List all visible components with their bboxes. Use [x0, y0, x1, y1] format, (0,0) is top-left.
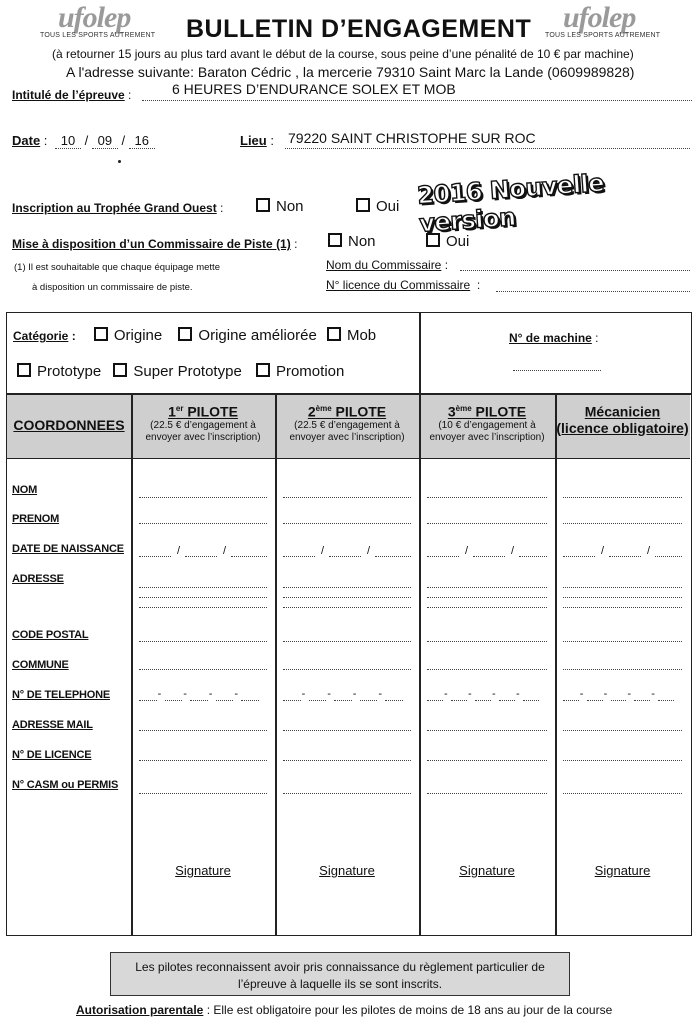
telephone-segment[interactable]: [190, 700, 208, 701]
acknowledgement-line-2: l’épreuve à laquelle ils se sont inscrits.: [237, 977, 443, 991]
birth-day-field[interactable]: [427, 556, 459, 557]
lieu-label: Lieu: [240, 133, 267, 148]
telephone-segment[interactable]: [283, 700, 301, 701]
birth-day-field[interactable]: [563, 556, 595, 557]
commissaire-name-label: Nom du Commissaire: [326, 258, 442, 272]
category-origine-amelioree[interactable]: [178, 327, 316, 344]
trophy-row: Inscription au Trophée Grand Ouest :: [12, 201, 224, 215]
column-title-sup: er: [175, 404, 184, 413]
mail-field[interactable]: [563, 730, 682, 731]
lieu-value: 79220 SAINT CHRISTOPHE SUR ROC: [288, 130, 536, 146]
commissaire-licence-label: N° licence du Commissaire: [326, 278, 471, 292]
page-title: BULLETIN D’ENGAGEMENT: [186, 15, 532, 43]
date-row: Date : 10 / 09 / 16: [12, 133, 155, 149]
separator: -: [301, 688, 306, 700]
commissaire-note-1: (1) Il est souhaitable que chaque équipage mette: [14, 262, 220, 273]
adresse-field-2[interactable]: [139, 597, 267, 598]
prenom-field[interactable]: [563, 523, 682, 524]
birth-year-field[interactable]: [655, 556, 682, 557]
category-prototype[interactable]: [17, 363, 101, 380]
lieu-dotted-line: [285, 148, 690, 149]
casm-field[interactable]: [563, 793, 682, 794]
code-postal-field[interactable]: [563, 641, 682, 642]
birth-month-field[interactable]: [609, 556, 641, 557]
code-postal-field[interactable]: [427, 641, 547, 642]
separator: -: [234, 688, 239, 700]
logo-right: [545, 1, 665, 39]
date-month: 09: [92, 133, 118, 149]
coordonnees-header: COORDONNEES: [13, 417, 125, 433]
machine-number-row: N° de machine :: [509, 331, 599, 345]
column-subtitle-1: (22.5 € d’engagement à: [294, 419, 400, 431]
telephone-segment[interactable]: [241, 700, 259, 701]
adresse-field-3[interactable]: [139, 607, 267, 608]
adresse-field-3[interactable]: [563, 607, 682, 608]
adresse-field-1[interactable]: [139, 587, 267, 588]
commissaire-row: Mise à disposition d’un Commissaire de Piste (1) :: [12, 237, 298, 251]
category-label: Catégorie: [13, 329, 69, 343]
telephone-segment[interactable]: [427, 700, 443, 701]
telephone-segment[interactable]: [587, 700, 603, 701]
licence-field[interactable]: [283, 760, 411, 761]
separator: /: [321, 545, 325, 557]
return-instructions: (à retourner 15 jours au plus tard avant le début de la course, sous peine d’une pénalité de 10 € par machine): [52, 47, 634, 61]
logo-left-subtitle: TOUS LES SPORTS AUTREMENT: [40, 32, 156, 39]
commissaire-non-checkbox[interactable]: [328, 233, 342, 247]
commissaire-oui-checkbox[interactable]: [426, 233, 440, 247]
adresse-field-3[interactable]: [283, 607, 411, 608]
category-promotion[interactable]: [256, 363, 344, 380]
category-origine-checkbox[interactable]: [94, 327, 108, 341]
row-label: N° DE TELEPHONE: [12, 689, 110, 701]
row-label: ADRESSE MAIL: [12, 719, 93, 731]
commune-field[interactable]: [427, 669, 547, 670]
signature-field[interactable]: Signature: [459, 863, 515, 878]
separator: /: [177, 545, 181, 557]
column-title: [555, 401, 690, 420]
separator: -: [444, 688, 448, 700]
date-day: 10: [55, 133, 81, 149]
commune-field[interactable]: [563, 669, 682, 670]
separator: -: [327, 688, 331, 700]
separator: -: [468, 688, 472, 700]
category-mob-label: Mob: [346, 327, 377, 344]
category-divider: [419, 313, 421, 393]
separator: -: [208, 688, 213, 700]
row-label: N° DE LICENCE: [12, 749, 92, 761]
commissaire-label: Mise à disposition d’un Commissaire de Piste (1): [12, 237, 291, 251]
adresse-field-3[interactable]: [427, 607, 547, 608]
adresse-field-2[interactable]: [283, 597, 411, 598]
column-header-1: [131, 401, 275, 444]
column-title-base: Mécanicien: [584, 403, 661, 420]
col-divider-4: [555, 395, 557, 935]
category-row-1: Catégorie : Origine Origine améliorée Mob: [13, 327, 377, 344]
logo-left: [40, 1, 160, 39]
telephone-segment[interactable]: [658, 700, 674, 701]
category-prototype-label: Prototype: [37, 363, 102, 380]
column-subtitle-1: (licence obligatoire): [556, 419, 689, 436]
category-origine-amelioree-checkbox[interactable]: [178, 327, 192, 341]
date-label: Date: [12, 133, 41, 148]
casm-field[interactable]: [283, 793, 411, 794]
commune-field[interactable]: [139, 669, 267, 670]
column-title-rest: PILOTE: [183, 403, 238, 420]
separator: -: [352, 688, 357, 700]
row-label: PRENOM: [12, 513, 60, 525]
telephone-segment[interactable]: [216, 700, 234, 701]
commissaire-oui-label: Oui: [446, 233, 470, 250]
separator: -: [579, 688, 584, 700]
col-divider-3: [419, 395, 421, 935]
category-origine-label: Origine: [113, 327, 163, 344]
separator: /: [223, 545, 227, 557]
telephone-segment[interactable]: [499, 700, 515, 701]
telephone-segment[interactable]: [563, 700, 579, 701]
trophy-oui-option[interactable]: [356, 198, 399, 215]
column-title: [131, 401, 275, 420]
new-version-stamp: 2016 Nouvelle version: [416, 168, 605, 238]
trophy-non-option[interactable]: [256, 198, 304, 215]
commissaire-non-option[interactable]: [328, 233, 376, 250]
mail-field[interactable]: [283, 730, 411, 731]
separator: -: [603, 688, 608, 700]
prenom-field[interactable]: [427, 523, 547, 524]
adresse-field-1[interactable]: [563, 587, 682, 588]
logo-left-text: ufolep: [58, 1, 131, 34]
parental-authorization: [76, 1003, 612, 1017]
separator: -: [378, 688, 383, 700]
category-super-prototype[interactable]: [113, 363, 241, 380]
acknowledgement-line-1: Les pilotes reconnaissent avoir pris connaissance du règlement particulier de: [135, 960, 545, 974]
trophy-oui-checkbox[interactable]: [356, 198, 370, 212]
parental-authorization-label: Autorisation parentale: [76, 1003, 204, 1017]
separator: /: [647, 545, 651, 557]
column-title-sup: ème: [455, 404, 472, 413]
date-year: 16: [129, 133, 155, 149]
separator: /: [601, 545, 605, 557]
column-subtitle-1: (22.5 € d’engagement à: [150, 419, 256, 431]
column-title-rest: PILOTE: [331, 403, 387, 420]
mail-field[interactable]: [139, 730, 267, 731]
col-divider-1: [131, 395, 133, 935]
event-title-value: 6 HEURES D’ENDURANCE SOLEX ET MOB: [172, 81, 456, 97]
address-line: A l'adresse suivante: Baraton Cédric , la mercerie 79310 Saint Marc la Lande (0609989828): [66, 64, 635, 80]
participants-table: [6, 394, 692, 936]
separator: -: [651, 688, 655, 700]
category-origine-amelioree-label: Origine améliorée: [198, 327, 317, 344]
nom-field[interactable]: [139, 497, 267, 498]
row-label: DATE DE NAISSANCE: [12, 543, 124, 555]
separator: -: [157, 688, 162, 700]
separator: /: [367, 545, 371, 557]
commissaire-licence-field[interactable]: [496, 291, 690, 292]
birth-month-field[interactable]: [185, 556, 217, 557]
category-super-prototype-checkbox[interactable]: [113, 363, 127, 377]
col-divider-2: [275, 395, 277, 935]
logo-right-text: ufolep: [563, 1, 636, 34]
category-mob-checkbox[interactable]: [327, 327, 341, 341]
row-label: NOM: [12, 484, 38, 496]
licence-field[interactable]: [427, 760, 547, 761]
telephone-segment[interactable]: [165, 700, 183, 701]
row-label: CODE POSTAL: [12, 629, 89, 641]
prenom-field[interactable]: [139, 523, 267, 524]
commissaire-non-label: Non: [348, 233, 376, 250]
machine-number-field[interactable]: [513, 370, 601, 371]
category-section: [6, 312, 692, 394]
lieu-row: Lieu :: [240, 133, 274, 148]
separator: /: [511, 545, 515, 557]
telephone-segment[interactable]: [334, 700, 352, 701]
licence-field[interactable]: [139, 760, 267, 761]
trophy-oui-label: Oui: [376, 198, 400, 215]
column-header-4: [555, 401, 690, 436]
category-mob[interactable]: [327, 327, 376, 344]
commissaire-name-field[interactable]: [460, 270, 690, 271]
trophy-non-checkbox[interactable]: [256, 198, 270, 212]
column-title-base: 3: [447, 403, 456, 420]
birth-year-field[interactable]: [231, 556, 267, 557]
birth-year-field[interactable]: [375, 556, 411, 557]
telephone-segment[interactable]: [360, 700, 378, 701]
casm-field[interactable]: [427, 793, 547, 794]
parental-authorization-text: : Elle est obligatoire pour les pilotes de moins de 18 ans au jour de la course: [203, 1003, 613, 1017]
commissaire-oui-option[interactable]: [426, 233, 469, 250]
column-header-3: [419, 401, 555, 444]
category-row-2: [17, 363, 344, 380]
column-header-2: [275, 401, 419, 444]
column-title-base: 2: [307, 403, 316, 420]
commune-field[interactable]: [283, 669, 411, 670]
trophy-label: Inscription au Trophée Grand Ouest: [12, 201, 217, 215]
signature-field[interactable]: Signature: [175, 863, 231, 878]
adresse-field-1[interactable]: [283, 587, 411, 588]
telephone-segment[interactable]: [385, 700, 403, 701]
nom-field[interactable]: [427, 497, 547, 498]
telephone-segment[interactable]: [611, 700, 627, 701]
separator: -: [516, 688, 520, 700]
machine-number-label: N° de machine: [509, 331, 592, 345]
code-postal-field[interactable]: [139, 641, 267, 642]
row-label: ADRESSE: [12, 573, 64, 585]
commissaire-licence-row: N° licence du Commissaire :: [326, 278, 481, 292]
telephone-segment[interactable]: [451, 700, 467, 701]
telephone-segment[interactable]: [309, 700, 327, 701]
mail-field[interactable]: [427, 730, 547, 731]
separator: /: [465, 545, 469, 557]
birth-day-field[interactable]: [139, 556, 171, 557]
adresse-field-2[interactable]: [563, 597, 682, 598]
adresse-field-2[interactable]: [427, 597, 547, 598]
telephone-segment[interactable]: [523, 700, 539, 701]
telephone-segment[interactable]: [634, 700, 650, 701]
column-title: [419, 401, 555, 420]
birth-day-field[interactable]: [283, 556, 315, 557]
column-title-sup: ème: [315, 404, 332, 413]
category-prototype-checkbox[interactable]: [17, 363, 31, 377]
adresse-field-1[interactable]: [427, 587, 547, 588]
column-subtitle-2: envoyer avec l’inscription): [429, 431, 545, 443]
stray-mark: [118, 160, 121, 163]
category-origine[interactable]: [94, 327, 162, 344]
column-title-base: 1: [168, 403, 176, 420]
event-title-dotted-line: [142, 100, 692, 101]
separator: -: [183, 688, 187, 700]
telephone-segment[interactable]: [139, 700, 157, 701]
row-label: COMMUNE: [12, 659, 69, 671]
code-postal-field[interactable]: [283, 641, 411, 642]
commissaire-name-row: Nom du Commissaire :: [326, 258, 449, 272]
casm-field[interactable]: [139, 793, 267, 794]
separator: -: [492, 688, 496, 700]
column-title: [275, 401, 419, 420]
birth-month-field[interactable]: [329, 556, 361, 557]
row-label: N° CASM ou PERMIS: [12, 779, 119, 791]
licence-field[interactable]: [563, 760, 682, 761]
separator: -: [627, 688, 632, 700]
trophy-non-label: Non: [276, 198, 304, 215]
logo-right-subtitle: TOUS LES SPORTS AUTREMENT: [545, 32, 661, 39]
acknowledgement-note: [110, 952, 570, 996]
nom-field[interactable]: [283, 497, 411, 498]
nom-field[interactable]: [563, 497, 682, 498]
signature-field[interactable]: Signature: [319, 863, 375, 878]
category-promotion-checkbox[interactable]: [256, 363, 270, 377]
birth-year-field[interactable]: [519, 556, 547, 557]
commissaire-note-2: à disposition un commissaire de piste.: [32, 282, 193, 293]
signature-field[interactable]: Signature: [594, 863, 651, 878]
category-super-prototype-label: Super Prototype: [133, 363, 242, 380]
event-title-row: Intitulé de l’épreuve :: [12, 88, 132, 102]
column-subtitle-2: envoyer avec l’inscription): [289, 431, 405, 443]
prenom-field[interactable]: [283, 523, 411, 524]
column-subtitle-2: envoyer avec l’inscription): [145, 431, 261, 443]
category-promotion-label: Promotion: [275, 363, 345, 380]
event-title-label: Intitulé de l’épreuve: [12, 88, 125, 102]
column-subtitle-1: (10 € d’engagement à: [438, 419, 536, 431]
telephone-segment[interactable]: [475, 700, 491, 701]
column-title-rest: PILOTE: [471, 403, 527, 420]
birth-month-field[interactable]: [473, 556, 505, 557]
